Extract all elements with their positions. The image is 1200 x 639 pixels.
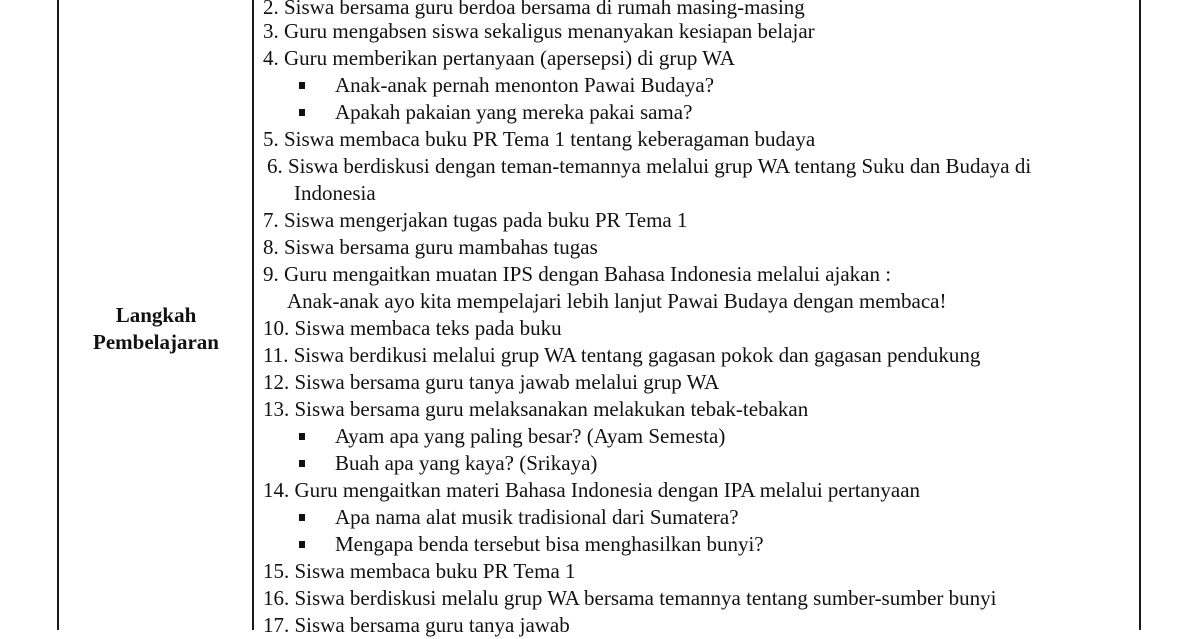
list-item: 2. Siswa bersama guru berdoa bersama di rumah masing-masing (263, 0, 805, 19)
list-item: 3. Guru mengabsen siswa sekaligus menanyakan kesiapan belajar (263, 19, 815, 43)
list-item: 4. Guru memberikan pertanyaan (apersepsi) di grup WA (263, 46, 735, 70)
list-item: Anak-anak ayo kita mempelajari lebih lanjut Pawai Budaya dengan membaca! (287, 289, 947, 313)
bullet-item: Ayam apa yang paling besar? (Ayam Semesta) (335, 424, 726, 448)
list-item: 8. Siswa bersama guru mambahas tugas (263, 235, 598, 259)
bullet-item: Apakah pakaian yang mereka pakai sama? (335, 100, 693, 124)
square-bullet-icon (299, 109, 305, 116)
square-bullet-icon (299, 541, 305, 548)
list-item: 11. Siswa berdikusi melalui grup WA tentang gagasan pokok dan gagasan pendukung (263, 343, 981, 367)
list-item: 12. Siswa bersama guru tanya jawab melalui grup WA (263, 370, 720, 394)
list-item: 10. Siswa membaca teks pada buku (263, 316, 562, 340)
list-item: Indonesia (294, 181, 376, 205)
list-item: 7. Siswa mengerjakan tugas pada buku PR Tema 1 (263, 208, 688, 232)
square-bullet-icon (299, 460, 305, 467)
bullet-item: Mengapa benda tersebut bisa menghasilkan bunyi? (335, 532, 764, 556)
square-bullet-icon (299, 514, 305, 521)
square-bullet-icon (299, 82, 305, 89)
list-item: 13. Siswa bersama guru melaksanakan melakukan tebak-tebakan (263, 397, 809, 421)
list-item: 6. Siswa berdiskusi dengan teman-temannya melalui grup WA tentang Suku dan Budaya di (267, 154, 1032, 178)
bullet-item: Anak-anak pernah menonton Pawai Budaya? (335, 73, 715, 97)
square-bullet-icon (299, 433, 305, 440)
section-label-line-2: Pembelajaran (93, 330, 219, 354)
list-item: 5. Siswa membaca buku PR Tema 1 tentang keberagaman budaya (263, 127, 816, 151)
list-item: 14. Guru mengaitkan materi Bahasa Indonesia dengan IPA melalui pertanyaan (263, 478, 921, 502)
list-item: 16. Siswa berdiskusi melalu grup WA bersama temannya tentang sumber-sumber bunyi (263, 586, 997, 610)
bullet-item: Buah apa yang kaya? (Srikaya) (335, 451, 598, 475)
section-label-line-1: Langkah (115, 303, 197, 327)
list-item: 15. Siswa membaca buku PR Tema 1 (263, 559, 576, 583)
list-item: 17. Siswa bersama guru tanya jawab (263, 613, 570, 637)
list-item: 9. Guru mengaitkan muatan IPS dengan Bahasa Indonesia melalui ajakan : (263, 262, 892, 286)
bullet-item: Apa nama alat musik tradisional dari Sumatera? (335, 505, 739, 529)
